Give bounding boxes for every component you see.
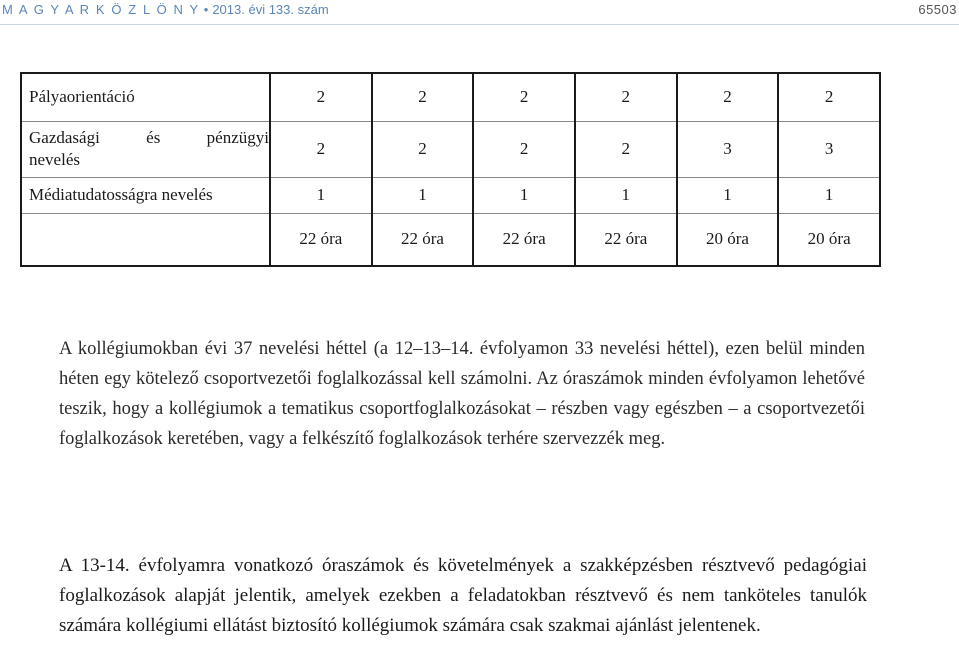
subject-cell: Médiatudatosságra nevelés — [21, 177, 270, 213]
paragraph-dormitory-weeks: A kollégiumokban évi 37 nevelési héttel (a 12–13–14. évfolyamon 33 nevelési héttel), ezen belül minden héten egy kötelező csoportvezetői foglalkozással kell számolni. Az óraszámok minden évfolyamon lehetővé teszik, hogy a kollégiumok a tematikus csoportfoglalkozásokat – részben vagy egészben – a csoportvezetői foglalkozások keretében, vagy a felkészítő foglalkozások terhére szervezzék meg. — [59, 338, 865, 450]
value-cell: 1 — [473, 177, 575, 213]
page-number: 65503 — [918, 2, 957, 17]
value-cell: 2 — [575, 121, 677, 177]
subject-cell — [21, 213, 270, 266]
table-row — [21, 177, 880, 213]
total-cell: 20 óra — [677, 213, 779, 266]
hours-table — [20, 72, 881, 267]
value-cell: 2 — [372, 73, 474, 121]
value-cell: 3 — [778, 121, 880, 177]
running-head — [2, 2, 329, 17]
total-cell: 20 óra — [807, 229, 851, 249]
table-row — [21, 121, 880, 177]
value-cell: 2 — [778, 73, 880, 121]
page-header — [0, 0, 959, 26]
value-cell: 2 — [270, 73, 372, 121]
total-cell: 22 óra — [473, 213, 575, 266]
subject-line: nevelés — [29, 150, 80, 169]
value-cell: 2 — [270, 121, 372, 177]
value-cell: 1 — [778, 177, 880, 213]
value-cell: 1 — [372, 177, 474, 213]
value-cell: 2 — [575, 73, 677, 121]
total-cell: 22 óra — [575, 213, 677, 266]
journal-title: M A G Y A R K Ö Z L Ö N Y — [2, 2, 200, 17]
subject-cell — [21, 121, 270, 177]
header-rule — [0, 24, 959, 25]
value-cell: 2 — [473, 121, 575, 177]
value-cell: 2 — [677, 73, 779, 121]
paragraph-grade-13-14: A 13-14. évfolyamra vonatkozó óraszámok és követelmények a szakképzésben résztvevő pedagógiai foglalkozások alapját jelentik, amelyek ezekben a feladatokban résztvevő és nem tanköteles tanulók számára kollégiumi ellátást biztosító kollégiumok számára csak szakmai ajánlást jelentenek. — [59, 555, 867, 637]
total-cell: 22 óra — [270, 213, 372, 266]
value-cell: 1 — [677, 177, 779, 213]
table-row — [21, 73, 880, 121]
total-row — [21, 213, 880, 266]
issue-number: 2013. évi 133. szám — [212, 2, 329, 17]
value-cell: 2 — [372, 121, 474, 177]
subject-cell: Pályaorientáció — [21, 73, 270, 121]
subject-line: Gazdasági és pénzügyi — [29, 128, 269, 147]
value-cell: 3 — [677, 121, 779, 177]
total-cell: 22 óra — [372, 213, 474, 266]
value-cell: 2 — [473, 73, 575, 121]
header-separator: • — [203, 2, 209, 17]
value-cell: 1 — [270, 177, 372, 213]
value-cell: 1 — [575, 177, 677, 213]
